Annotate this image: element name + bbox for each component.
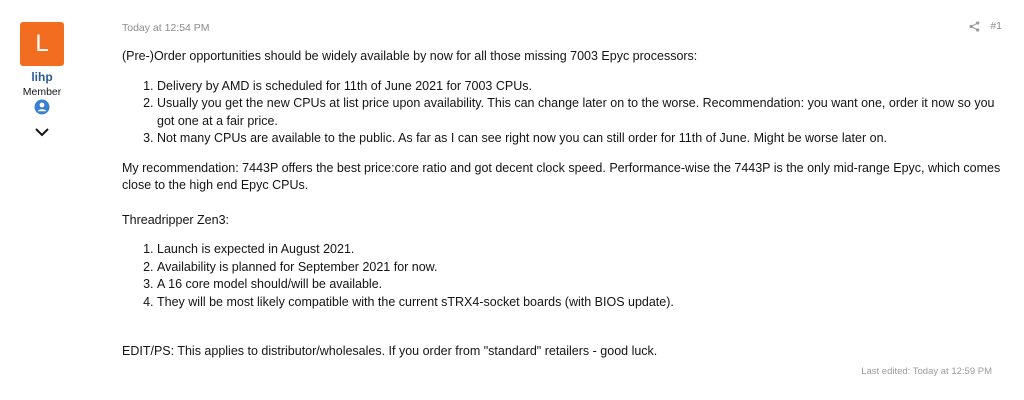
list-item: 2. Usually you get the new CPUs at list price upon availability. This can change later on to the worse. Recommendation: you want one, order it now so you got one at a fair price. xyxy=(157,95,1002,130)
post-timestamp[interactable]: Today at 12:54 PM xyxy=(122,22,210,34)
username-link[interactable]: lihp xyxy=(31,70,53,84)
edit-note-paragraph: EDIT/PS: This applies to distributor/wholesales. If you order from "standard" retailers - good luck. xyxy=(122,344,658,358)
list-item: 2. Availability is planned for September 2021 for now. xyxy=(157,259,1002,277)
list-item: 3. Not many CPUs are available to the public. As far as I can see right now you can still order for 11th of June. Might be worse later on. xyxy=(157,130,1002,148)
list-item: 1. Launch is expected in August 2021. xyxy=(157,241,1002,259)
user-title: Member xyxy=(22,86,62,98)
list-item: 1. Delivery by AMD is scheduled for 11th of June 2021 for 7003 CPUs. xyxy=(157,78,1002,96)
list-item: 3. A 16 core model should/will be available. xyxy=(157,276,1002,294)
last-edited-note: Last edited: Today at 12:59 PM xyxy=(861,366,992,377)
chevron-down-icon[interactable] xyxy=(34,126,50,138)
avatar[interactable]: L xyxy=(20,22,64,66)
threadripper-list xyxy=(122,241,1002,311)
epyc-list xyxy=(122,78,1002,148)
threadripper-heading: Threadripper Zen3: xyxy=(122,212,230,227)
user-info xyxy=(0,0,84,400)
recommendation-paragraph: My recommendation: 7443P offers the best price:core ratio and got decent clock speed. Performance-wise the 7443P is the only mid-range Epyc, which comes close to the high end Epyc CPUs. xyxy=(122,160,1001,192)
list-item: 4. They will be most likely compatible with the current sTRX4-socket boards (with BIOS update). xyxy=(157,294,1002,312)
post-actions xyxy=(969,20,1002,32)
post-number-link[interactable]: #1 xyxy=(990,20,1002,32)
user-badge-icon[interactable] xyxy=(34,99,50,115)
intro-paragraph: (Pre-)Order opportunities should be widely available by now for all those missing 7003 Epyc processors: xyxy=(122,49,698,63)
share-icon[interactable] xyxy=(969,21,980,32)
post-content xyxy=(122,0,1002,400)
post-body xyxy=(122,48,1002,361)
